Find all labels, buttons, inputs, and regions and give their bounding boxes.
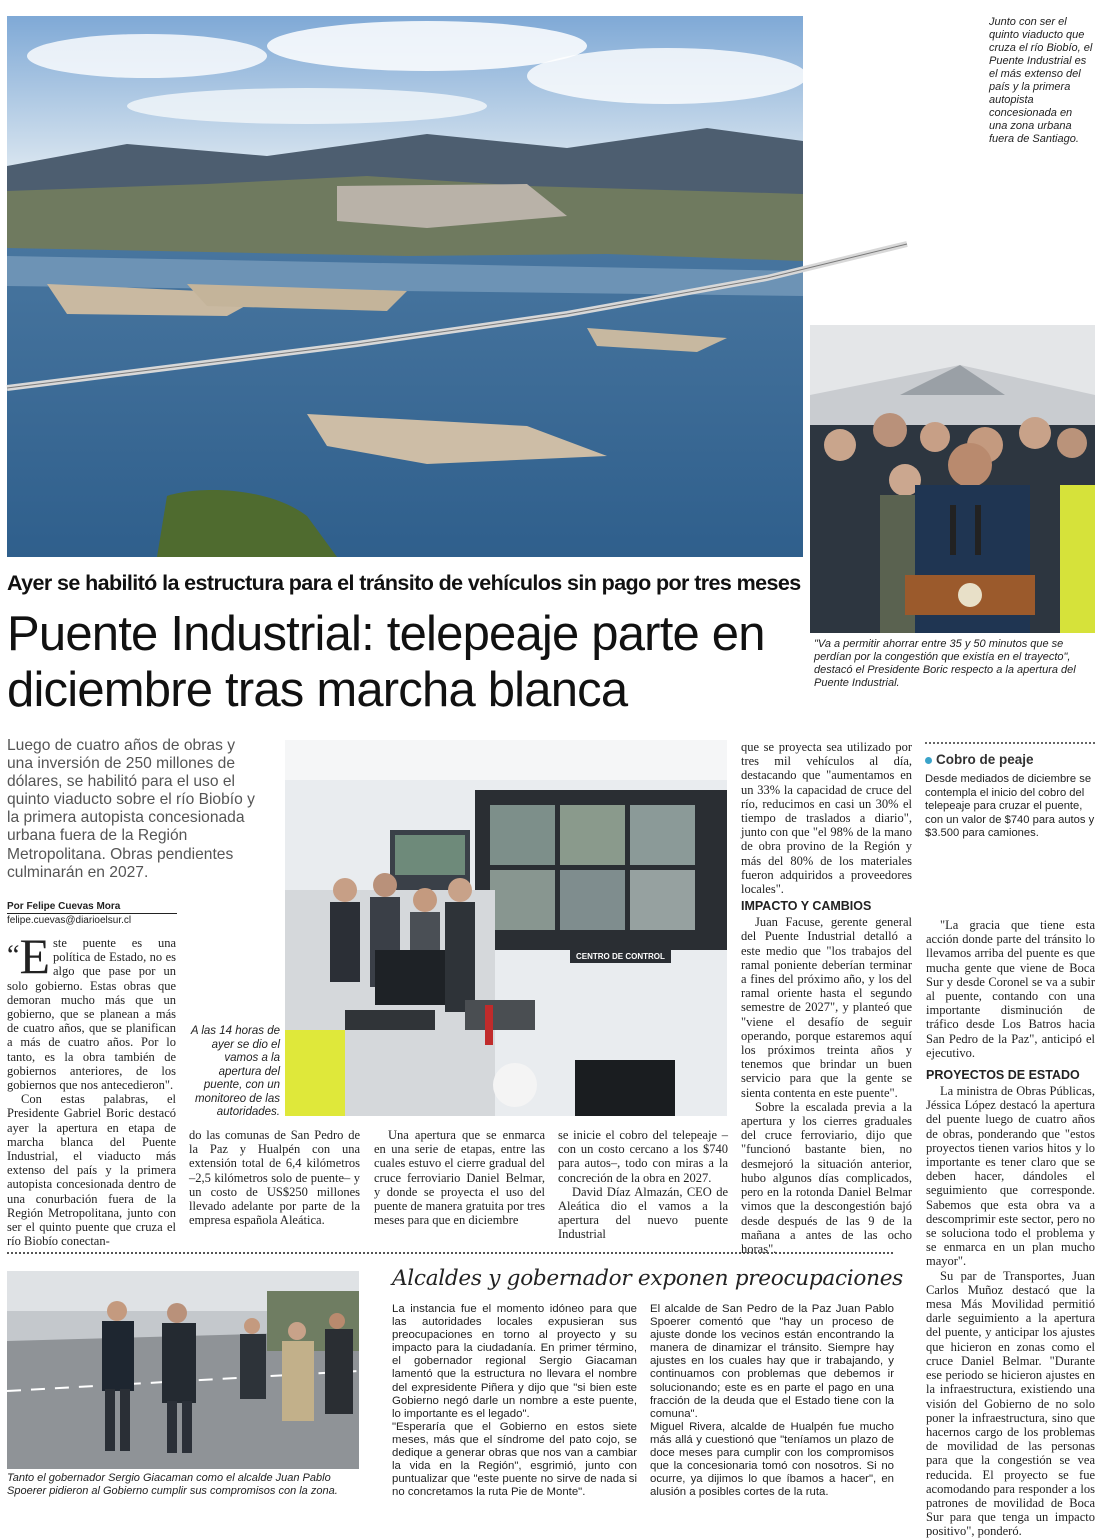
col3-paragraph: Una apertura que se enmarca en una serie de etapas, entre las cuales estuvo el cierre gradual del cruce ferroviario Daniel Belmar, y donde se proyecta el uso del puente de manera gratuita por tres meses para que en diciembre	[374, 1128, 545, 1228]
control-center-sign: CENTRO DE CONTROL	[570, 950, 671, 963]
secondary-b-paragraph-2: Miguel Rivera, alcalde de Hualpén fue mucho más allá y cuestionó que "teníamos un plazo de doce meses para cumplir con los compromisos que la concesionaria tomó con nosotros. Si no ocurre, ya dijimos lo que íbamos a hacer", en alusión a posibles cortes de la ruta.	[650, 1420, 894, 1499]
article-column-6	[926, 918, 1095, 1539]
sidebar-title-row	[925, 752, 1095, 767]
col2-paragraph: do las comunas de San Pedro de la Paz y Hualpén con una extensión total de 6,4 kilómetros –2,5 kilómetros solo de puente– y un costo de US$250 millones llevado adelante por parte de la empresa española Aleática.	[189, 1128, 360, 1228]
walk-photo-caption: Tanto el gobernador Sergio Giacaman como el alcalde Juan Pablo Spoerer pidieron al Gobierno cumplir sus compromisos con la zona.	[7, 1472, 338, 1497]
president-photo	[810, 325, 1095, 633]
subhead-impacto: IMPACTO Y CAMBIOS	[741, 899, 872, 914]
secondary-a-paragraph-2: "Esperaría que el Gobierno en estos siete meses, más que el síndrome del pato cojo, se dedique a generar obras que nos van a cambiar la vida en la Región", esgrimió, junto con puntualizar que "este puente no sirve de nada si no concretamos la ruta Pie de Monte".	[392, 1420, 637, 1499]
aerial-bridge-photo	[7, 16, 803, 557]
col5-paragraph-2: Juan Facuse, gerente general del Puente Industrial detalló a este medio que "los trabajos del ramal poniente deberían terminar a fines del próximo año, y los del ramal oriente hasta el segundo semestre de 2027", y planteó que "viene el desafío de seguir operando, porque estaremos aquí los próximos treinta años y tenemos que brindar un buen servicio para que la gente se sienta contenta en este puente".	[741, 915, 912, 1100]
control-photo-caption: A las 14 horas de ayer se dio el vamos a la apertura del puente, con un monitoreo de las autoridades.	[190, 1025, 280, 1118]
president-speech-illustration	[810, 325, 1095, 633]
sidebar-rule	[925, 742, 1095, 744]
bullet-dot-icon	[925, 757, 932, 764]
walking-officials-photo	[7, 1271, 359, 1469]
sidebar-title: Cobro de peaje	[936, 752, 1034, 767]
byline: Por Felipe Cuevas Mora	[7, 901, 177, 914]
control-room-illustration	[285, 740, 727, 1116]
col4-paragraph-1: se inicie el cobro del telepeaje –con un costo cercano a los $740 para autos–, todo con miras a la concreción de la obra en 2027.	[558, 1128, 728, 1185]
walking-officials-illustration	[7, 1271, 359, 1469]
dropcap: “E	[7, 928, 50, 984]
president-photo-caption: "Va a permitir ahorrar entre 35 y 50 minutos que se perdían por la congestión que existía en el trayecto", destacó el Presidente Boric respecto a la apertura del Puente Industrial.	[814, 638, 1076, 689]
secondary-headline: Alcaldes y gobernador exponen preocupaciones	[392, 1266, 903, 1291]
control-room-photo	[285, 740, 727, 1116]
article-column-5	[741, 740, 912, 1256]
col4-paragraph-2: David Díaz Almazán, CEO de Aleática dio el vamos a la apertura del nuevo puente Industrial	[558, 1184, 728, 1242]
col5-paragraph-1: que se proyecta sea utilizado por tres mil vehículos al día, destacando que "aumentamos en un 33% la capacidad de cruce del río, reducimos en casi un 30% el tiempo de traslados a diario", junto con que "el 98% de la mano de obra provino de la Región y más del 80% de los materiales fueron adquiridos a proveedores locales".	[741, 740, 912, 897]
article-column-2	[189, 1128, 360, 1230]
article-lead: Luego de cuatro años de obras y una inversión de 250 millones de dólares, se habilitó para el uso el quinto viaducto sobre el río Biobío y la primera autopista concesionada urbana fuera de la Región Metropolitana. Obras pendientes culminarán en 2027.	[7, 737, 255, 881]
article-kicker: Ayer se habilitó la estructura para el tránsito de vehículos sin pago por tres meses	[7, 571, 801, 595]
col1-paragraph-1: ste puente es una política de Estado, no es algo que pase por un solo gobierno. Estas obras que demoran mucho más que un gobierno, que se planean a más de cuatro años, que se planifican a más de cuatro años. Por lo tanto, es la obra también de gobiernos anteriores, de los gobiernos que nos antecedieron".	[7, 936, 176, 1093]
article-column-1	[7, 928, 176, 1249]
toll-sidebar	[925, 742, 1095, 841]
secondary-column-a	[392, 1303, 637, 1503]
main-photo-caption: Junto con ser el quinto viaducto que cruza el río Biobío, el Puente Industrial es el más extenso del país y la primera autopista concesionada en una zona urbana fuera de Santiago.	[989, 16, 1093, 145]
col1-paragraph-2: Con estas palabras, el Presidente Gabriel Boric destacó ayer la apertura en etapa de marcha blanca del Puente Industrial, el viaducto más extenso del país y la primera autopista concesionada dentro de una conurbación fuera de la Región Metropolitana, junto con ser el quinto puente que cruza el río Biobío conectan-	[7, 1092, 176, 1249]
aerial-bridge-illustration	[7, 16, 803, 557]
col5-paragraph-3: Sobre la escalada previa a la apertura y los cierres graduales del cruce ferroviario, dijo que "funcionó bastante bien, no desmejoró la situación anterior, hubo algunos días complicados, pero en la rotonda Daniel Belmar vimos que la descongestión bajó desde después de las 9 de la mañana a antes de las ocho horas".	[741, 1099, 912, 1256]
secondary-column-b	[650, 1303, 894, 1503]
section-divider	[7, 1252, 893, 1254]
col6-paragraph-2: La ministra de Obras Públicas, Jéssica López destacó la apertura del puente luego de cuatro años de obras, ponderando que "estos proyectos tienen varios hitos y lo importante es tener claro que se deben hacer, dándoles el seguimiento que corresponde. Sabemos que esta obra va a descomprimir este sector, pero no se soluciona todo el problema y se enmarca en un plan mucho mayor".	[926, 1084, 1095, 1269]
byline-email: felipe.cuevas@diarioelsur.cl	[7, 915, 132, 926]
article-column-3	[374, 1128, 545, 1230]
secondary-b-paragraph-1: El alcalde de San Pedro de la Paz Juan Pablo Spoerer comentó que "hay un proceso de ajuste donde los vecinos están encontrando la manera de dinamizar el tránsito. Siempre hay ajustes en los cuales hay que ir trabajando, y continuamos con problemas que debemos ir solucionando; este es en parte el pago en una fracción de la deuda que el Estado tiene con la comuna".	[650, 1303, 894, 1420]
subhead-proyectos: PROYECTOS DE ESTADO	[926, 1068, 1080, 1083]
sidebar-body: Desde mediados de diciembre se contempla el inicio del cobro del telepeaje para cruzar el puente, con un valor de $740 para autos y $3.500 para camiones.	[925, 773, 1095, 840]
article-headline: Puente Industrial: telepeaje parte en diciembre tras marcha blanca	[7, 607, 765, 717]
col6-paragraph-3: Su par de Transportes, Juan Carlos Muñoz destacó que la mesa Más Movilidad permitió darle seguimiento a la apertura del puente, y anticipar los ajustes que hicieron en zonas como el cruce Daniel Belmar. "Durante ese periodo se hicieron ajustes en la infraestructura, existiendo una visión del Gobierno de no solo poner la infraestructura, sino que hacernos cargo de los problemas de movilidad de las personas para que la congestión se vea reducida. El proyecto se fue acomodando para responder a los patrones de movilidad de Boca Sur para que tenga un impacto positivo", ponderó.	[926, 1268, 1095, 1539]
article-column-4	[558, 1128, 728, 1242]
col6-paragraph-1: "La gracia que tiene esta acción donde parte del tránsito lo llevamos arriba del puente es que mucha gente que viene de Boca Sur y desde Coronel se va a subir al puente, contando con una importante disminución de tráfico desde Los Batros hacia San Pedro de la Paz", anticipó el ejecutivo.	[926, 918, 1095, 1060]
secondary-a-paragraph-1: La instancia fue el momento idóneo para que las autoridades locales expusieran sus preocupaciones en torno al proyecto y su impacto para la ciudadanía. En primer término, el gobernador regional Sergio Giacaman lamentó que la estructura no llevara el nombre del expresidente Piñera y dijo que "si bien este Gobierno negó darle un nombre a este puente, lo importante es el legado".	[392, 1303, 637, 1420]
